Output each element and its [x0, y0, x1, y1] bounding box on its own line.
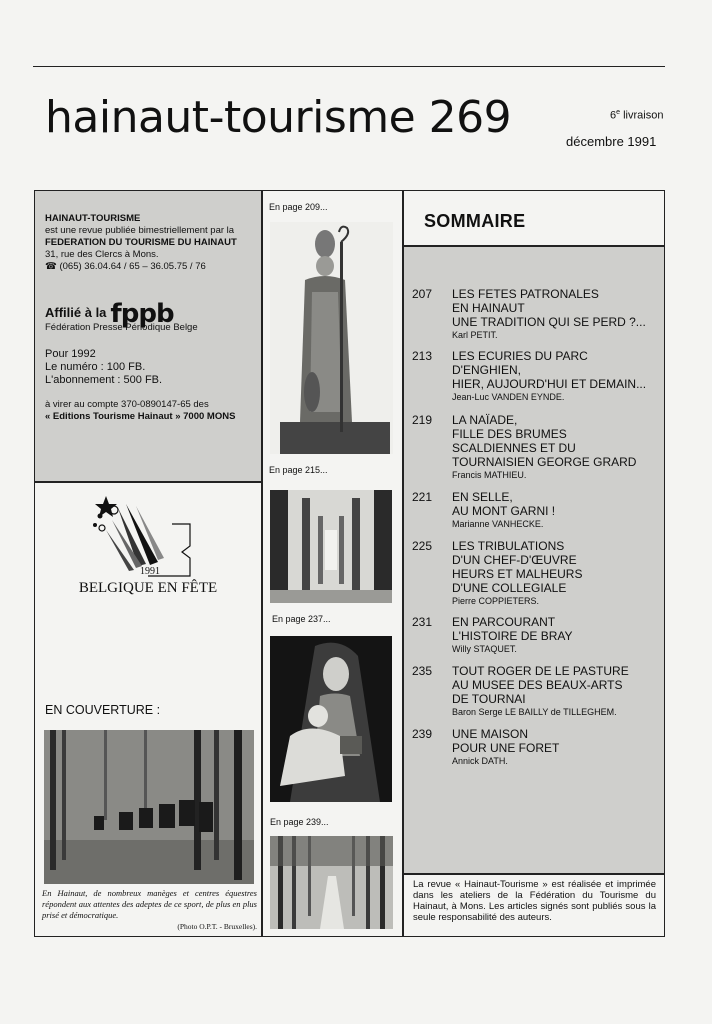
publication-note: La revue « Hainaut-Tourisme » est réalisée et imprimée dans les ateliers de la Fédération du Tourisme du Hainaut, à Mons. Les articles signés sont publiés sous la seule responsabilité des auteurs.: [403, 874, 665, 937]
toc-page: 235: [412, 664, 433, 678]
toc-author: Jean-Luc VANDEN EYNDE.: [452, 392, 565, 402]
pricing: [45, 348, 251, 387]
toc-title-line: UNE TRADITION QUI SE PERD ?...: [452, 315, 646, 329]
livraison-word: livraison: [620, 109, 664, 122]
toc-title-line: D'ENGHIEN,: [452, 363, 521, 377]
toc-title-line: DE TOURNAI: [452, 692, 526, 706]
header-rule: [33, 66, 665, 67]
payment-line-1: à virer au compte 370-0890147-65 des: [45, 399, 209, 410]
toc-page: 207: [412, 287, 433, 301]
toc-author: Francis MATHIEU.: [452, 470, 527, 480]
stables-gallery-photo: [270, 490, 392, 603]
toc-author: Karl PETIT.: [452, 330, 498, 340]
cover-heading: EN COUVERTURE :: [45, 703, 161, 717]
toc-page: 213: [412, 349, 433, 363]
page-ref-237: En page 237...: [272, 614, 331, 624]
livraison-sup: e: [616, 109, 621, 116]
sommaire-header: [403, 190, 665, 246]
cover-photo-horse-riders: [44, 730, 254, 884]
toc-title-line: FILLE DES BRUMES: [452, 427, 567, 441]
toc-author: Marianne VANHECKE.: [452, 519, 544, 529]
page-ref-215: En page 215...: [269, 465, 328, 475]
toc-title-line: D'UNE COLLEGIALE: [452, 581, 567, 595]
toc-title-line: HIER, AUJOURD'HUI ET DEMAIN...: [452, 377, 647, 391]
publisher-desc: est une revue publiée bimestriellement par la: [45, 225, 235, 236]
toc-title-line: AU MUSEE DES BEAUX-ARTS: [452, 678, 623, 692]
toc-page: 239: [412, 727, 433, 741]
issue-number: [610, 109, 663, 122]
belgique-en-fete-logo: [76, 494, 216, 580]
phone: ☎ (065) 36.04.64 / 65 – 36.05.75 / 76: [45, 261, 206, 272]
toc-title-line: TOURNAISIEN GEORGE GRARD: [452, 455, 637, 469]
toc-title-line: EN PARCOURANT: [452, 615, 556, 629]
sommaire-list: [403, 246, 665, 874]
toc-page: 221: [412, 490, 433, 504]
toc-title-line: LA NAÏADE,: [452, 413, 518, 427]
federation-name: FEDERATION DU TOURISME DU HAINAUT: [45, 237, 237, 248]
toc-title-line: LES ECURIES DU PARC: [452, 349, 588, 363]
page-ref-209: En page 209...: [269, 202, 328, 212]
price-subscription: L'abonnement : 500 FB.: [45, 374, 163, 386]
toc-title-line: UNE MAISON: [452, 727, 529, 741]
pricing-year: Pour 1992: [45, 348, 96, 360]
page-ref-239: En page 239...: [270, 817, 329, 827]
toc-title-line: POUR UNE FORET: [452, 741, 560, 755]
page-title: hainaut-tourisme 269: [45, 92, 512, 143]
affiliation-label: Affilié à la: [45, 305, 107, 320]
toc-title-line: LES TRIBULATIONS: [452, 539, 565, 553]
toc-title-line: EN SELLE,: [452, 490, 513, 504]
toc-page: 231: [412, 615, 433, 629]
toc-author: Willy STAQUET.: [452, 644, 517, 654]
photo-credit: (Photo O.P.T. - Bruxelles).: [177, 922, 257, 931]
toc-page: 225: [412, 539, 433, 553]
toc-title-line: EN HAINAUT: [452, 301, 525, 315]
logo-caption: BELGIQUE EN FÊTE: [78, 580, 218, 596]
payment-info: [45, 399, 251, 423]
toc-page: 219: [412, 413, 433, 427]
toc-title-line: TOUT ROGER DE LE PASTURE: [452, 664, 629, 678]
toc-author: Annick DATH.: [452, 756, 508, 766]
logo-year: 1991: [140, 566, 160, 577]
toc-title-line: HEURS ET MALHEURS: [452, 567, 583, 581]
toc-title-line: L'HISTOIRE DE BRAY: [452, 629, 573, 643]
toc-title-line: SCALDIENNES ET DU: [452, 441, 576, 455]
toc-title-line: AU MONT GARNI !: [452, 504, 556, 518]
publisher-info-panel: [34, 190, 262, 482]
fppb-logo: fppb: [110, 299, 174, 329]
madonna-painting-photo: [270, 636, 392, 802]
address: 31, rue des Clercs à Mons.: [45, 249, 159, 260]
issue-date: décembre 1991: [566, 134, 657, 149]
livraison-num: 6: [610, 109, 617, 122]
price-issue: Le numéro : 100 FB.: [45, 361, 146, 373]
forest-photo: [270, 836, 393, 929]
toc-title-line: D'UN CHEF-D'ŒUVRE: [452, 553, 577, 567]
toc-author: Pierre COPPIETERS.: [452, 596, 540, 606]
federation-press: Fédération Presse Périodique Belge: [45, 322, 198, 333]
toc-title-line: LES FETES PATRONALES: [452, 287, 599, 301]
publisher-name: HAINAUT-TOURISME: [45, 213, 141, 224]
saint-statue-photo: [270, 222, 393, 454]
toc-author: Baron Serge LE BAILLY de TILLEGHEM.: [452, 707, 617, 717]
payment-line-2: « Editions Tourisme Hainaut » 7000 MONS: [45, 411, 236, 422]
cover-caption: En Hainaut, de nombreux manèges et centres équestres répondent aux attentes des adeptes de ce sport, de plus en plus prisé et démocratique.: [42, 888, 257, 920]
sommaire-title: SOMMAIRE: [424, 211, 526, 231]
